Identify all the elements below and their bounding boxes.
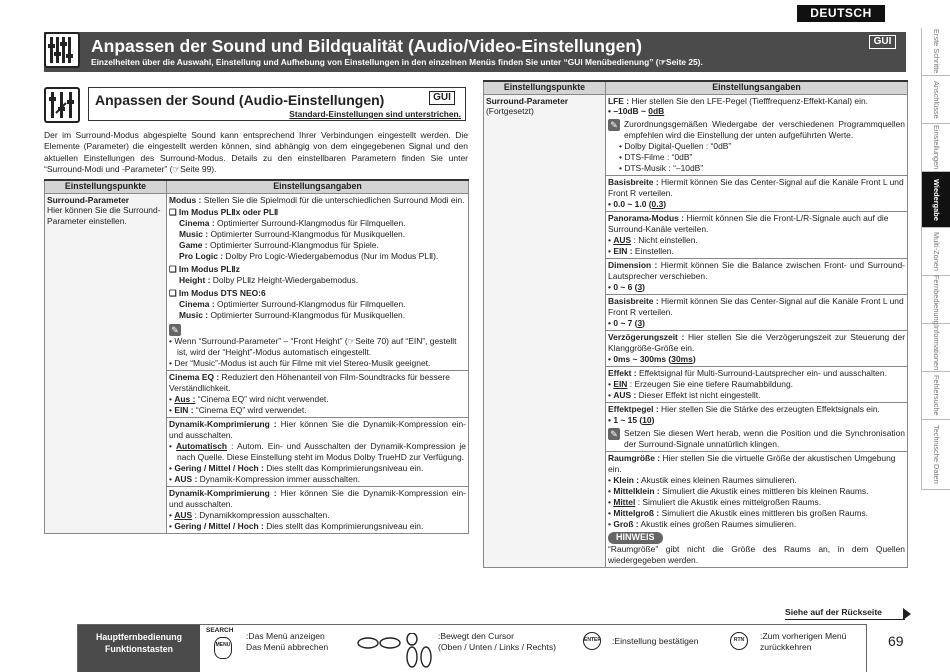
note-item: • Der “Music”-Modus ist auch für Filme mit viel Stereo-Musik geeignet. <box>169 358 431 369</box>
return-description <box>760 631 846 653</box>
side-navigation <box>921 28 950 490</box>
label: Automatisch <box>175 441 228 452</box>
text: Hier können Sie die Dynamik-Kompression ein- und ausschalten. <box>169 488 466 510</box>
footer-heading-line: Funktionstasten <box>105 644 173 655</box>
settings-table-left <box>44 179 469 534</box>
text: Hiermit können Sie die Front-L/R-Signale auch auf die Surround-Kanäle verteilen. <box>608 213 889 235</box>
plix-heading: ❑ Im Modus PLⅡx oder PLⅡ <box>169 207 279 218</box>
text: Akustik eines großen Raumes simulieren. <box>640 518 797 529</box>
search-key-label: SEARCH <box>206 627 234 634</box>
setting-title: Surround-Parameter <box>47 194 130 205</box>
text: Stellen Sie die Spielmodi für die unterschiedlichen Surround Modi ein. <box>203 194 465 205</box>
label: AUS <box>613 235 632 246</box>
text: Dynamik-Kompression immer ausschalten. <box>199 474 361 485</box>
side-tab-label: Fehlersuche <box>931 375 941 416</box>
remote-keys-footer <box>77 624 867 672</box>
label: LFE : <box>608 95 630 106</box>
side-tab-multi-zonen[interactable] <box>921 228 950 276</box>
neo-heading: ❑ Im Modus DTS NEO:6 <box>169 288 266 299</box>
note-icon: ✎ <box>169 324 181 336</box>
delay-block: Verzögerungszeit : Hier stellen Sie die Verzögerungszeit zur Steuerung der Klanggröße-Größe ein. • 0ms ~ 300ms (30ms) <box>608 332 906 365</box>
label: AUS : <box>613 390 637 401</box>
label: Game : <box>179 240 208 251</box>
menu-key-label: MENU <box>215 642 231 648</box>
label: Cinema : <box>179 299 215 310</box>
option-list <box>169 218 466 262</box>
range-text: 0 ~ 6 ( <box>613 282 638 293</box>
default-value: 3 <box>637 282 643 293</box>
text: Akustik eines kleinen Raumes simulieren. <box>641 475 797 485</box>
enter-key-label: ENTER <box>584 637 601 643</box>
return-key-label: RTN <box>733 637 745 643</box>
text: DTS-Filme : “0dB” <box>624 152 693 163</box>
arrow-right-icon <box>903 608 911 620</box>
label: Gering / Mittel / Hoch : <box>174 463 264 474</box>
text: Hiermit können Sie das Center-Signal auf die Kanäle Front L und Front R verteilen. <box>608 296 904 318</box>
effektpegel-block: Effektpegel : Hier stellen Sie die Stärke des erzeugten Effektsignals ein. • 1 ~ 15 (10) ✎ Setzen Sie diesen Wert herab, wenn die Position und die Synchronisation der Surround-Signale unnatürlich klingen. <box>608 404 905 450</box>
side-tab-label: Einstellungen <box>931 125 941 170</box>
text: : Erzeugen Sie eine tiefere Raumabbildung. <box>629 379 793 390</box>
text: :Bewegt den Cursor <box>438 631 514 641</box>
range-text: 0.0 ~ 1.0 ( <box>613 199 652 210</box>
hinweis-text: “Raumgröße” gibt nicht die Größe des Raums an, in dem Quellen wiedergegeben werden. <box>608 543 905 565</box>
lfe-block: LFE : Hier stellen Sie den LFE-Pegel (Tiefffrequenz-Effekt-Kanal) ein. • –10dB ~ 0dB ✎ Zurordnungsgemäßen Wiedergabe der verschiedenen Programmquellen empfehlen wird die Einstellung der unten aufgeführten Werte. • Dolby Digital-Quellen : “0dB” • DTS-Filme : “0dB” • DTS-Musik : “–10dB” <box>608 95 905 174</box>
column-header: Einstellungsangaben <box>606 81 908 94</box>
side-tab-erste-schritte[interactable] <box>921 28 950 76</box>
side-tab-label: Multi-Zonen <box>931 231 941 272</box>
pliz-heading: ❑ Im Modus PLⅡz <box>169 264 240 275</box>
section-header <box>88 87 466 121</box>
side-tab-anschluesse[interactable] <box>921 76 950 124</box>
note-item: • Wenn “Surround-Parameter” – “Front Height” (☞Seite 70) auf “EIN”, gestellt ist, wird der “Height”-Modus automatisch eingestellt. <box>169 336 457 358</box>
text: DTS-Musik : “–10dB” <box>624 163 704 174</box>
raumgroesse-block: Raumgröße : Hier stellen Sie die virtuelle Größe der akustischen Umgebung ein. • Klein : Akustik eines kleinen Raumes simulieren. • Mittelklein : Simuliert die Akustik eines mittleren bis kleinen Raums. • Mittel : Simuliert die Akustik eines mittelgroßen Raums. • Mittelgroß : Simuliert die Akustik eines mittleren bis großen Raums. • Groß : Akustik eines großen Raumes simulieren. HINWEIS “Raumgröße” gibt nicht die Größe des Raums an, in dem Quellen wiedergegeben werden. <box>608 453 905 565</box>
range-text: 1 ~ 15 ( <box>613 415 643 426</box>
setting-description: Hier können Sie die Surround-Parameter einstellen. <box>47 205 161 227</box>
text: Dies stellt das Komprimierungsniveau ein. <box>266 463 424 474</box>
text: Einstellen. <box>634 246 674 257</box>
basis-block-2: Basisbreite : Hiermit können Sie das Center-Signal auf die Kanäle Front L und Front R verteilen. • 0 ~ 7 (3) <box>606 294 907 329</box>
default-value: 0dB <box>648 106 665 117</box>
intro-text: Der im Surround-Modus abgespielte Sound kann entsprechend Ihrer Verbindungen eingestellt werden. Die Elemente (Parameter) die eingestellt werden können, sind abhängig von dem eingegebenen Signal und den aktuellen Einstellungen des Surround-Modus. Details zu den einstellbaren Parametern finden Sie unter “Surround-Modi und -Parameter” (☞Seite 99). <box>44 130 468 174</box>
column-header: Einstellungsangaben <box>167 180 469 193</box>
return-button-icon <box>730 632 748 650</box>
range-text: –10dB ~ <box>613 106 649 117</box>
footer-heading-line: Hauptfernbedienung <box>95 632 182 642</box>
text: Im Modus DTS NEO:6 <box>178 288 266 299</box>
text: Dies stellt das Komprimierungsniveau ein. <box>266 521 424 532</box>
label: Groß : <box>613 518 639 529</box>
range-text: ) <box>642 282 645 293</box>
text: Im Modus PLⅡx oder PLⅡ <box>178 207 279 218</box>
text: : Nicht einstellen. <box>633 235 698 246</box>
text: Optimierter Surround-Klangmodus für Filmquellen. <box>217 218 406 229</box>
range-text: ) <box>651 415 655 426</box>
range-text: ) <box>692 354 696 365</box>
setting-item <box>45 193 167 534</box>
setting-description: (Fortgesetzt) <box>486 106 534 117</box>
text: Hier stellen Sie die virtuelle Größe der akustischen Umgebung ein. <box>608 453 896 475</box>
label: Cinema EQ : <box>169 372 220 383</box>
text: Dieser Effekt ist nicht eingestellt. <box>638 390 761 401</box>
side-tab-label: Wiedergabe <box>931 178 941 221</box>
side-tab-wiedergabe[interactable] <box>921 172 950 228</box>
text: Dolby Pro Logic-Wiedergabemodus (Nur im Modus PLⅡ). <box>225 251 439 262</box>
label: Cinema : <box>179 218 215 229</box>
text: Dolby Digital-Quellen : “0dB” <box>624 141 732 152</box>
text: Optimierter Surround-Klangmodus für Spiele. <box>209 240 379 251</box>
label: Verzögerungszeit : <box>608 332 685 343</box>
text: Wenn “Surround-Parameter” – “Front Height” (☞Seite 70) auf “EIN”, gestellt ist, wird der “Height”-Modus automatisch eingestellt. <box>174 336 457 358</box>
text: Optimierter Surround-Klangmodus für Musikquellen. <box>210 229 406 240</box>
range-text: ) <box>663 199 667 210</box>
text: Optimierter Surround-Klangmodus für Musikquellen. <box>210 310 406 321</box>
label: Basisbreite : <box>608 296 659 307</box>
default-value: 0.3 <box>651 199 664 210</box>
menu-description <box>246 631 328 653</box>
label: Dimension : <box>608 260 658 271</box>
note-icon: ✎ <box>608 428 620 440</box>
option-list <box>169 275 466 286</box>
side-tab-fernbedienung[interactable] <box>921 276 950 324</box>
label: EIN <box>613 379 628 390</box>
text: :Das Menü anzeigen <box>246 631 325 641</box>
text: Hier stellen Sie die Verzögerungszeit zur Steuerung der Klanggröße-Größe ein. <box>608 332 906 354</box>
note-icon: ✎ <box>608 119 620 131</box>
default-value: 3 <box>637 318 643 329</box>
enter-description: :Einstellung bestätigen <box>612 636 699 646</box>
column-header: Einstellungspunkte <box>484 81 606 94</box>
side-tab-technische-daten[interactable] <box>921 420 950 490</box>
setting-title: Surround-Parameter <box>486 95 569 106</box>
text: Hier stellen Sie den LFE-Pegel (Tiefffrequenz-Effekt-Kanal) ein. <box>631 95 868 106</box>
footer-heading <box>78 625 200 672</box>
text: “Cinema EQ” wird verwendet. <box>195 405 307 416</box>
label: AUS <box>174 510 193 521</box>
label: Pro Logic : <box>179 251 224 262</box>
dynamic-compression-block: Dynamik-Komprimierung : Hier können Sie die Dynamik-Kompression ein- und ausschalten. • Automatisch : Autom. Ein- und Ausschalten der Dynamik-Kompression je nach Quelle. Diese Einstellung steht im Modus Dolby TrueHD zur Verfügung. • Gering / Mittel / Hoch : Dies stellt das Komprimierungsniveau ein. • AUS : Dynamik-Kompression immer ausschalten. <box>169 419 466 485</box>
text: Hiermit können Sie die Balance zwischen Front- und Surround-Lautsprecher verschieben. <box>608 260 905 282</box>
text: Hier stellen Sie die Stärke des erzeugten Effektsignals ein. <box>661 404 880 415</box>
text: Effektsignal für Multi-Surround-Lautsprecher ein- und ausschalten. <box>638 368 887 379</box>
default-value: 30ms <box>671 354 693 365</box>
range-text: ) <box>642 318 645 329</box>
menu-button-icon <box>214 637 232 659</box>
label: Music : <box>179 310 209 321</box>
option-list <box>169 299 466 321</box>
label: EIN : <box>174 405 194 416</box>
cinema-eq-block: Cinema EQ : Reduziert den Höhenanteil von Film-Soundtracks für bessere Verständlichkeit. • Aus : “Cinema EQ” wird nicht verwendet. • EIN : “Cinema EQ” wird verwendet. <box>167 370 468 416</box>
label: Mittelgroß : <box>613 507 660 518</box>
label: Mittel <box>613 496 636 507</box>
label: Gering / Mittel / Hoch : <box>174 521 264 532</box>
side-tab-label: Informationen <box>931 324 941 371</box>
note-text: Setzen Sie diesen Wert herab, wenn die Position und die Synchronisation der Surround-Signale unnatürlich klingen. <box>624 428 905 450</box>
section-title: Anpassen der Sound (Audio-Einstellungen) <box>95 92 385 108</box>
default-note: Standard-Einstellungen sind unterstrichen. <box>289 109 461 119</box>
text: Optimierter Surround-Klangmodus für Filmquellen. <box>217 299 406 310</box>
speaker-settings-icon <box>44 87 80 123</box>
label: Klein : <box>613 475 640 485</box>
page-number: 69 <box>888 633 904 649</box>
text: : Dynamikkompression ausschalten. <box>194 510 330 521</box>
side-tab-label: Fernbedienung <box>931 274 941 325</box>
gui-badge: GUI <box>429 91 455 105</box>
text: Das Menü abbrechen <box>246 642 329 653</box>
title-banner <box>44 32 906 72</box>
label: Effekt : <box>608 368 637 379</box>
table-row <box>484 94 908 567</box>
dimension-block: Dimension : Hiermit können Sie die Balance zwischen Front- und Surround-Lautsprecher verschieben. • 0 ~ 6 (3) <box>606 258 907 293</box>
range-text: 0 ~ 7 ( <box>613 318 638 329</box>
range-text: 0ms ~ 300ms ( <box>613 354 672 365</box>
cursor-description <box>438 631 556 653</box>
side-tab-label: Technische Daten <box>931 425 941 484</box>
text: zurückkehren <box>760 642 812 653</box>
setting-details <box>167 193 469 534</box>
hinweis-badge: HINWEIS <box>608 532 663 544</box>
text: Reduziert den Höhenanteil von Film-Soundtracks für bessere Verständlichkeit. <box>169 372 450 394</box>
label: Basisbreite : <box>608 177 659 188</box>
text: : Autom. Ein- und Ausschalten der Dynamik-Kompression je nach Quelle. Diese Einstellung steht im Modus Dolby TrueHD zur Verfügung. <box>177 441 466 463</box>
text: Im Modus PLⅡz <box>178 264 240 275</box>
label: Dynamik-Komprimierung : <box>169 488 277 499</box>
label: EIN : <box>613 246 633 257</box>
gui-badge: GUI <box>869 35 896 49</box>
settings-table-right <box>483 80 908 568</box>
default-value: 10 <box>642 415 652 426</box>
back-page-link[interactable] <box>785 607 905 620</box>
column-header: Einstellungspunkte <box>45 180 167 193</box>
text: “Cinema EQ” wird nicht verwendet. <box>197 394 329 405</box>
setting-item <box>484 94 606 567</box>
label: Music : <box>179 229 209 240</box>
back-link-label: Siehe auf der Rückseite <box>785 607 882 617</box>
enter-button-icon <box>583 632 601 650</box>
note-text: Zurordnungsgemäßen Wiedergabe der verschiedenen Programmquellen empfehlen wird die Einstellung der unten aufgeführten Werte. <box>624 119 905 141</box>
text: Hiermit können Sie das Center-Signal auf die Kanäle Front L und Front R verteilen. <box>608 177 904 199</box>
effekt-block: Effekt : Effektsignal für Multi-Surround-Lautsprecher ein- und ausschalten. • EIN : Erzeugen Sie eine tiefere Raumabbildung. • AUS : Dieser Effekt ist nicht eingestellt. <box>606 366 907 401</box>
label: Aus : <box>174 394 196 405</box>
dynamic-compression-block-2: Dynamik-Komprimierung : Hier können Sie die Dynamik-Kompression ein- und ausschalten. • AUS : Dynamikkompression ausschalten. • Gering / Mittel / Hoch : Dies stellt das Komprimierungsniveau ein. <box>169 488 466 532</box>
text: (Oben / Unten / Links / Rechts) <box>438 642 556 653</box>
label: AUS : <box>174 474 198 485</box>
setting-details <box>606 94 908 567</box>
equalizer-icon <box>44 32 80 68</box>
text: Simuliert die Akustik eines mittleren bis großen Raums. <box>661 507 868 518</box>
text: Simuliert die Akustik eines mittleren bis kleinen Raums. <box>662 485 869 496</box>
panorama-block: Panorama-Modus : Hiermit können Sie die Front-L/R-Signale auch auf die Surround-Kanäle verteilen. • AUS : Nicht einstellen. • EIN : Einstellen. <box>606 211 907 257</box>
text: Der “Music”-Modus ist auch für Filme mit viel Stereo-Musik geeignet. <box>174 358 431 369</box>
side-tab-fehlersuche[interactable] <box>921 372 950 420</box>
page-subtitle: Einzelheiten über die Auswahl, Einstellung und Aufhebung von Einstellungen in den einzelnen Menüs finden Sie unter “GUI Menübedienung” (☞Seite 25). <box>91 57 703 67</box>
label: Raumgröße : <box>608 453 661 464</box>
label: Modus : <box>169 194 202 205</box>
text: Hier können Sie die Dynamik-Kompression ein- und ausschalten. <box>169 419 466 441</box>
language-label: DEUTSCH <box>797 5 885 22</box>
text: : Simuliert die Akustik eines mittelgroßen Raums. <box>637 496 822 507</box>
label: Mittelklein : <box>613 485 660 496</box>
label: Panorama-Modus : <box>608 213 684 224</box>
label: Height : <box>179 275 211 286</box>
table-row <box>45 193 469 534</box>
side-tab-einstellungen[interactable] <box>921 124 950 172</box>
label: Dynamik-Komprimierung : <box>169 419 277 430</box>
modus-text <box>169 195 466 206</box>
side-tab-informationen[interactable] <box>921 324 950 372</box>
text: :Zum vorherigen Menü <box>760 631 847 641</box>
basis-block: Basisbreite : Hiermit können Sie das Center-Signal auf die Kanäle Front L und Front R verteilen. • 0.0 ~ 1.0 (0.3) <box>606 175 907 210</box>
label: Effektpegel : <box>608 404 659 415</box>
side-tab-label: Anschlüsse <box>931 80 941 119</box>
text: Dolby PLⅡz Height-Wiedergabemodus. <box>212 275 359 286</box>
cursor-keys-icon <box>356 633 434 672</box>
page-title: Anpassen der Sound und Bildqualität (Audio/Video-Einstellungen) <box>91 36 642 56</box>
side-tab-label: Erste Schritte <box>931 29 941 74</box>
